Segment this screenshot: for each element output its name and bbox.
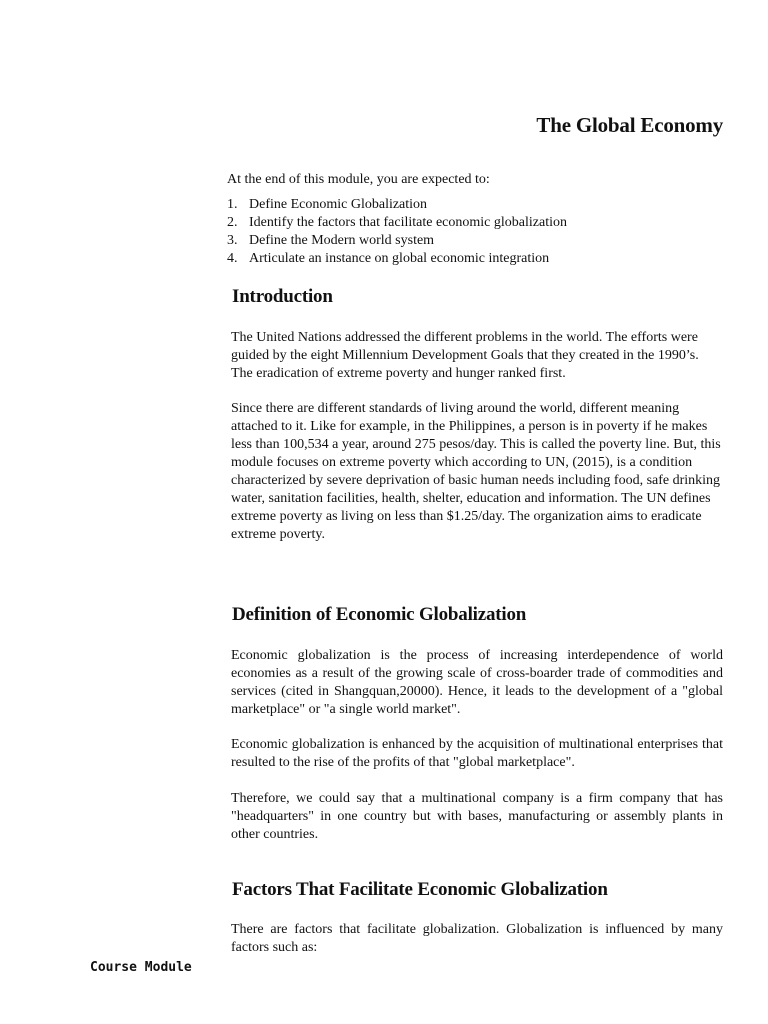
objective-number: 3. [227, 233, 238, 248]
factors-paragraph: There are factors that facilitate globalization. Globalization is influenced by many factors such as: [231, 922, 723, 955]
objectives-intro: At the end of this module, you are expected to: [227, 172, 490, 187]
objective-item [227, 214, 567, 232]
definition-paragraph: Therefore, we could say that a multinational company is a firm company that has "headquarters" in one country but with bases, manufacturing or assembly plants in other countries. [231, 791, 723, 842]
introduction-heading: Introduction [232, 286, 333, 307]
definition-heading: Definition of Economic Globalization [232, 604, 527, 625]
objective-text: Identify the factors that facilitate economic globalization [249, 215, 567, 230]
objective-item [227, 232, 567, 250]
objective-number: 4. [227, 251, 238, 266]
introduction-paragraph: Since there are different standards of living around the world, different meaning attached to it. Like for example, in the Philippines, a person is in poverty if he makes less than 100,534 a year, around 275 pesos/day. This is called the poverty line. But, this module focuses on extreme poverty which according to UN, (2015), is a condition characterized by severe deprivation of basic human needs including food, safe drinking water, sanitation facilities, health, shelter, education and information. The UN defines extreme poverty as living on less than $1.25/day. The organization aims to eradicate extreme poverty. [231, 401, 721, 542]
introduction-paragraph: The United Nations addressed the different problems in the world. The efforts were guided by the eight Millennium Development Goals that they created in the 1990’s. The eradication of extreme poverty and hunger ranked first. [231, 330, 699, 381]
course-module-label: Course Module [90, 960, 192, 975]
objectives-list [227, 196, 567, 268]
objective-text: Define the Modern world system [249, 233, 435, 248]
objective-number: 1. [227, 197, 238, 212]
objective-text: Articulate an instance on global economic integration [249, 251, 550, 266]
objective-text: Define Economic Globalization [249, 197, 428, 212]
objective-item [227, 250, 567, 268]
objective-number: 2. [227, 215, 238, 230]
factors-heading: Factors That Facilitate Economic Globalization [232, 879, 608, 900]
document-title: The Global Economy [536, 113, 723, 137]
definition-paragraph: Economic globalization is enhanced by the acquisition of multinational enterprises that resulted to the rise of the profits of that "global marketplace". [231, 737, 723, 770]
objective-item [227, 196, 567, 214]
definition-paragraph: Economic globalization is the process of increasing interdependence of world economies as a result of the growing scale of cross-boarder trade of commodities and services (cited in Shangquan,20000). Hence, it leads to the development of a "global marketplace" or "a single world market". [231, 648, 723, 717]
